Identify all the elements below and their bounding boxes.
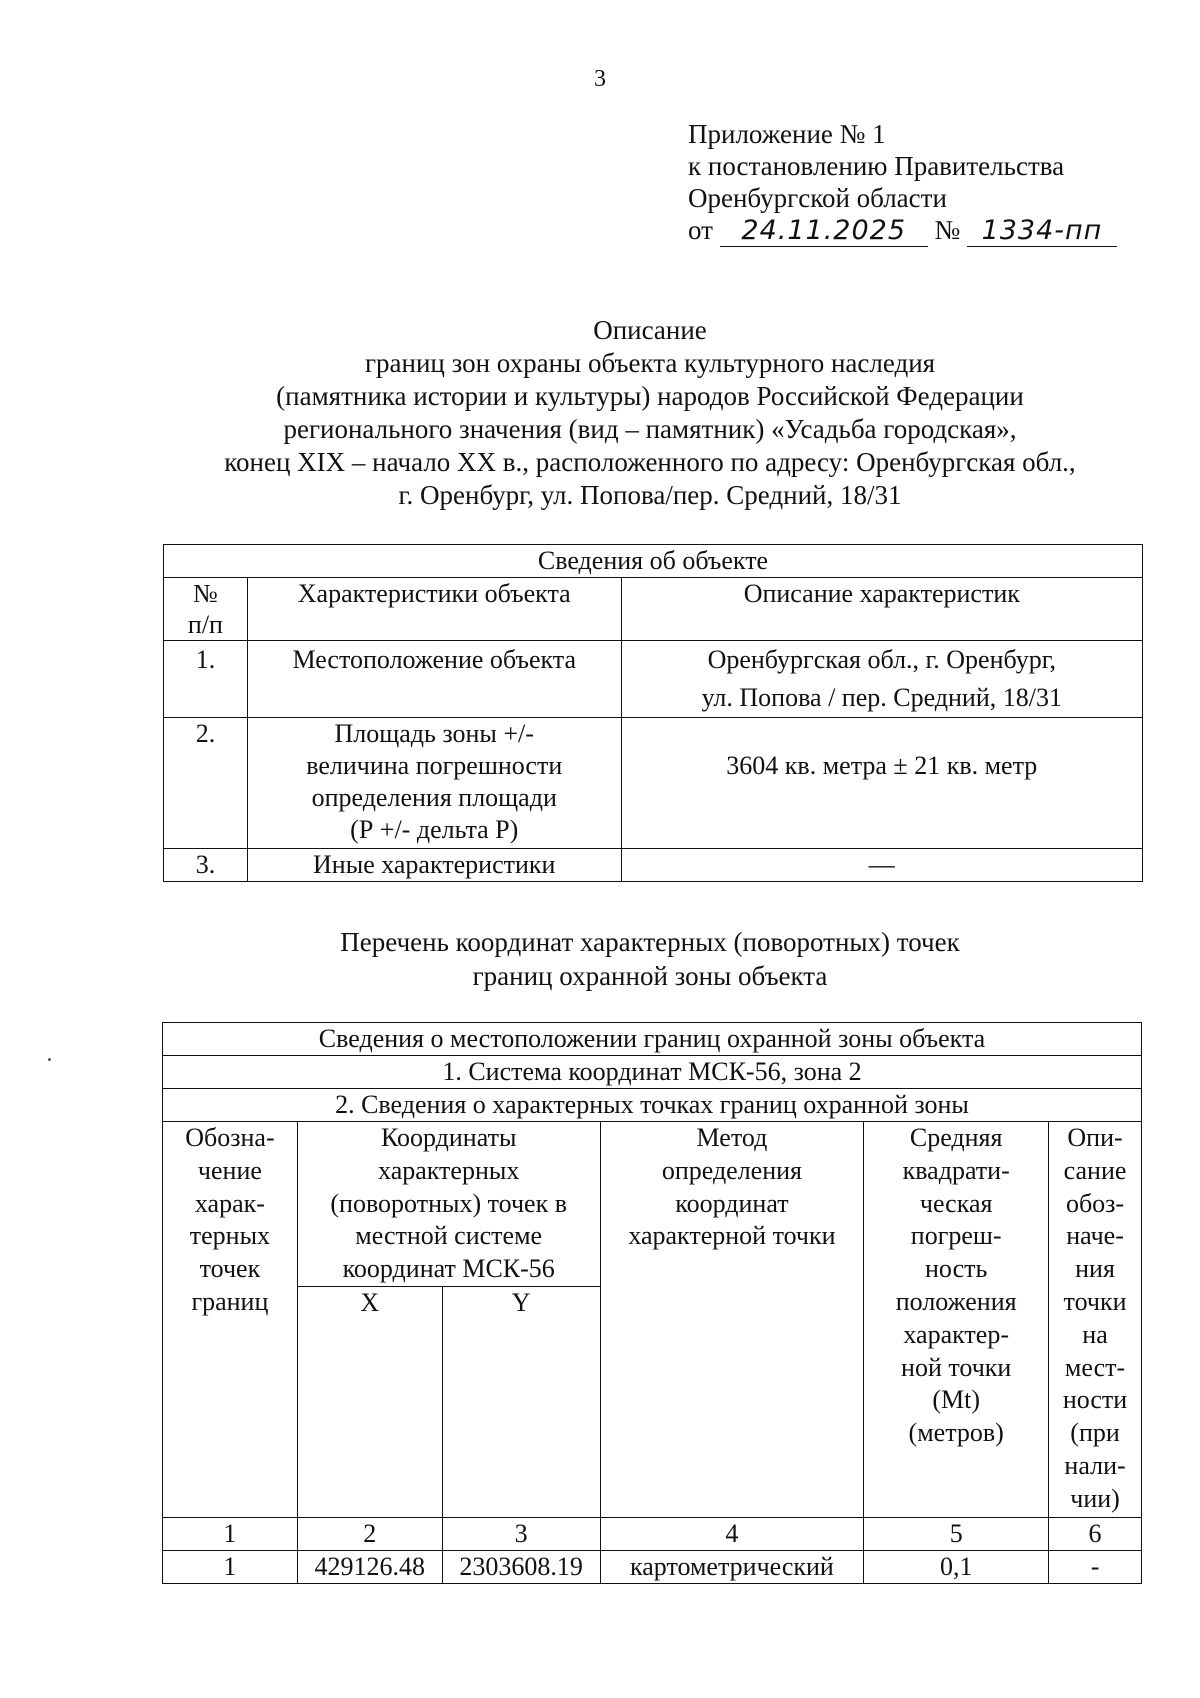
designation-header: [163, 1122, 298, 1518]
header-line: Опи-: [1067, 1123, 1123, 1152]
header-line: Метод: [696, 1123, 768, 1152]
characteristic-line: определения площади: [311, 783, 557, 812]
header-line: Координаты: [380, 1123, 517, 1152]
point-description-header: [1049, 1122, 1142, 1518]
coords-table-caption: Сведения о местоположении границ охранной зоны объекта: [163, 1023, 1142, 1056]
row-number: 2.: [164, 718, 248, 849]
section-title: 2. Сведения о характерных точках границ охранной зоны: [163, 1089, 1142, 1122]
column-number: 2: [297, 1518, 442, 1551]
header-line: харак-: [194, 1188, 265, 1218]
header-line: сание: [1063, 1155, 1127, 1185]
header-line: точек: [199, 1254, 261, 1284]
header-line: (поворотных) точек в: [330, 1188, 567, 1218]
title-line-4: регионального значения (вид – памятник) «Усадьба городская»,: [283, 414, 1017, 444]
header-line: местной системе: [355, 1221, 543, 1251]
x-coordinate: 429126.48: [297, 1551, 442, 1584]
list-title-line-1: Перечень координат характерных (поворотных) точек: [340, 927, 960, 957]
characteristic-line: Местоположение объекта: [292, 645, 576, 674]
header-line: обоз-: [1065, 1188, 1125, 1218]
document-title: [130, 314, 1170, 512]
description-line: —: [868, 850, 895, 879]
num-header-line-1: №: [193, 579, 218, 608]
description-line: 3604 кв. метра ± 21 кв. метр: [726, 751, 1038, 780]
handwritten-number: 1334-пп: [967, 216, 1117, 247]
method-header: [600, 1122, 864, 1518]
header-line: положения: [895, 1286, 1017, 1316]
page-number: 3: [594, 66, 606, 92]
title-line-2: границ зон охраны объекта культурного наследия: [364, 348, 936, 378]
coords-header-row: [163, 1122, 1142, 1287]
header-line: ной точки: [901, 1352, 1012, 1382]
header-line: характерной точки: [628, 1221, 836, 1251]
title-line-3: (памятника истории и культуры) народов Российской Федерации: [276, 381, 1024, 411]
coordinates-list-title: [130, 925, 1170, 993]
title-line-1: Описание: [593, 315, 707, 345]
table-row: [164, 849, 1143, 882]
header-line: нали-: [1064, 1450, 1126, 1480]
characteristic-header: Характеристики объекта: [247, 578, 621, 641]
row-characteristic: [247, 641, 621, 718]
characteristic-line: величина погрешности: [306, 751, 563, 780]
header-line: на: [1082, 1319, 1108, 1349]
row-description: [621, 641, 1142, 718]
header-line: чии): [1070, 1483, 1120, 1513]
appendix-line-3: Оренбургской области: [688, 183, 947, 213]
description-line: Оренбургская обл., г. Оренбург,: [707, 645, 1056, 674]
appendix-date-line: [688, 214, 1117, 247]
row-number: 3.: [164, 849, 248, 882]
row-characteristic: [247, 718, 621, 849]
row-number: 1.: [164, 641, 248, 718]
num-header: [164, 578, 248, 641]
column-number: 3: [442, 1518, 600, 1551]
header-line: Средняя: [909, 1123, 1003, 1152]
column-numbers-row: [163, 1518, 1142, 1551]
coordinate-system-row: [163, 1056, 1142, 1089]
table-row: [164, 641, 1143, 718]
header-line: координат МСК-56: [342, 1254, 555, 1284]
header-line: точки: [1063, 1286, 1127, 1316]
appendix-line-2: к постановлению Правительства: [688, 151, 1065, 181]
y-coordinate: 2303608.19: [442, 1551, 600, 1584]
coordinates-header: [297, 1122, 600, 1287]
header-line: характерных: [378, 1155, 520, 1185]
characteristic-line: (Р +/- дельта Р): [350, 815, 519, 844]
header-line: (при: [1070, 1418, 1120, 1448]
section-row: [163, 1089, 1142, 1122]
title-line-5: конец XIX – начало XX в., расположенного по адресу: Оренбургская обл.,: [224, 447, 1076, 477]
table-caption-row: [163, 1023, 1142, 1056]
column-number: 1: [163, 1518, 298, 1551]
row-description: [621, 718, 1142, 849]
table-row: [164, 718, 1143, 849]
coordinates-table: [162, 1022, 1142, 1584]
appendix-line-1: Приложение № 1: [688, 119, 886, 149]
table-row: [163, 1551, 1142, 1584]
y-header: Y: [442, 1287, 600, 1518]
header-line: наче-: [1066, 1221, 1124, 1251]
header-line: координат: [675, 1188, 789, 1218]
appendix-block: [688, 118, 1117, 247]
method-value: картометрический: [600, 1551, 864, 1584]
header-line: Обозна-: [185, 1123, 275, 1152]
column-number: 5: [864, 1518, 1049, 1551]
header-line: границ: [191, 1286, 269, 1316]
header-line: терных: [189, 1221, 271, 1251]
error-value: 0,1: [864, 1551, 1049, 1584]
column-number: 4: [600, 1518, 864, 1551]
header-line: (метров): [908, 1418, 1004, 1448]
header-line: ния: [1075, 1254, 1115, 1284]
header-line: погреш-: [910, 1221, 1002, 1251]
x-header: X: [297, 1287, 442, 1518]
characteristic-line: Иные характеристики: [313, 850, 556, 879]
description-value: -: [1049, 1551, 1142, 1584]
table-caption-row: [164, 545, 1143, 578]
point-id: 1: [163, 1551, 298, 1584]
num-header-line-2: п/п: [187, 610, 223, 639]
header-line: чение: [197, 1155, 262, 1185]
header-line: ность: [925, 1254, 988, 1284]
error-header: [864, 1122, 1049, 1518]
description-line: ул. Попова / пер. Средний, 18/31: [701, 683, 1062, 712]
table-header-row: [164, 578, 1143, 641]
handwritten-date: 24.11.2025: [720, 216, 928, 247]
header-line: ческая: [919, 1188, 993, 1218]
scan-speck: [48, 1058, 51, 1061]
row-characteristic: [247, 849, 621, 882]
header-line: квадрати-: [902, 1155, 1010, 1185]
number-label: №: [934, 215, 961, 245]
coordinate-system: 1. Система координат МСК-56, зона 2: [163, 1056, 1142, 1089]
characteristic-line: Площадь зоны +/-: [334, 719, 534, 748]
row-description: [621, 849, 1142, 882]
header-line: ности: [1062, 1385, 1128, 1415]
header-line: мест-: [1064, 1352, 1126, 1382]
object-info-table: [163, 544, 1143, 882]
description-header: Описание характеристик: [621, 578, 1142, 641]
object-table-caption: Сведения об объекте: [164, 545, 1143, 578]
header-line: характер-: [903, 1319, 1009, 1349]
title-line-6: г. Оренбург, ул. Попова/пер. Средний, 18/31: [398, 480, 902, 510]
header-line: определения: [661, 1155, 803, 1185]
column-number: 6: [1049, 1518, 1142, 1551]
list-title-line-2: границ охранной зоны объекта: [472, 961, 828, 991]
header-line: (Mt): [932, 1385, 981, 1415]
from-label: от: [688, 215, 713, 245]
